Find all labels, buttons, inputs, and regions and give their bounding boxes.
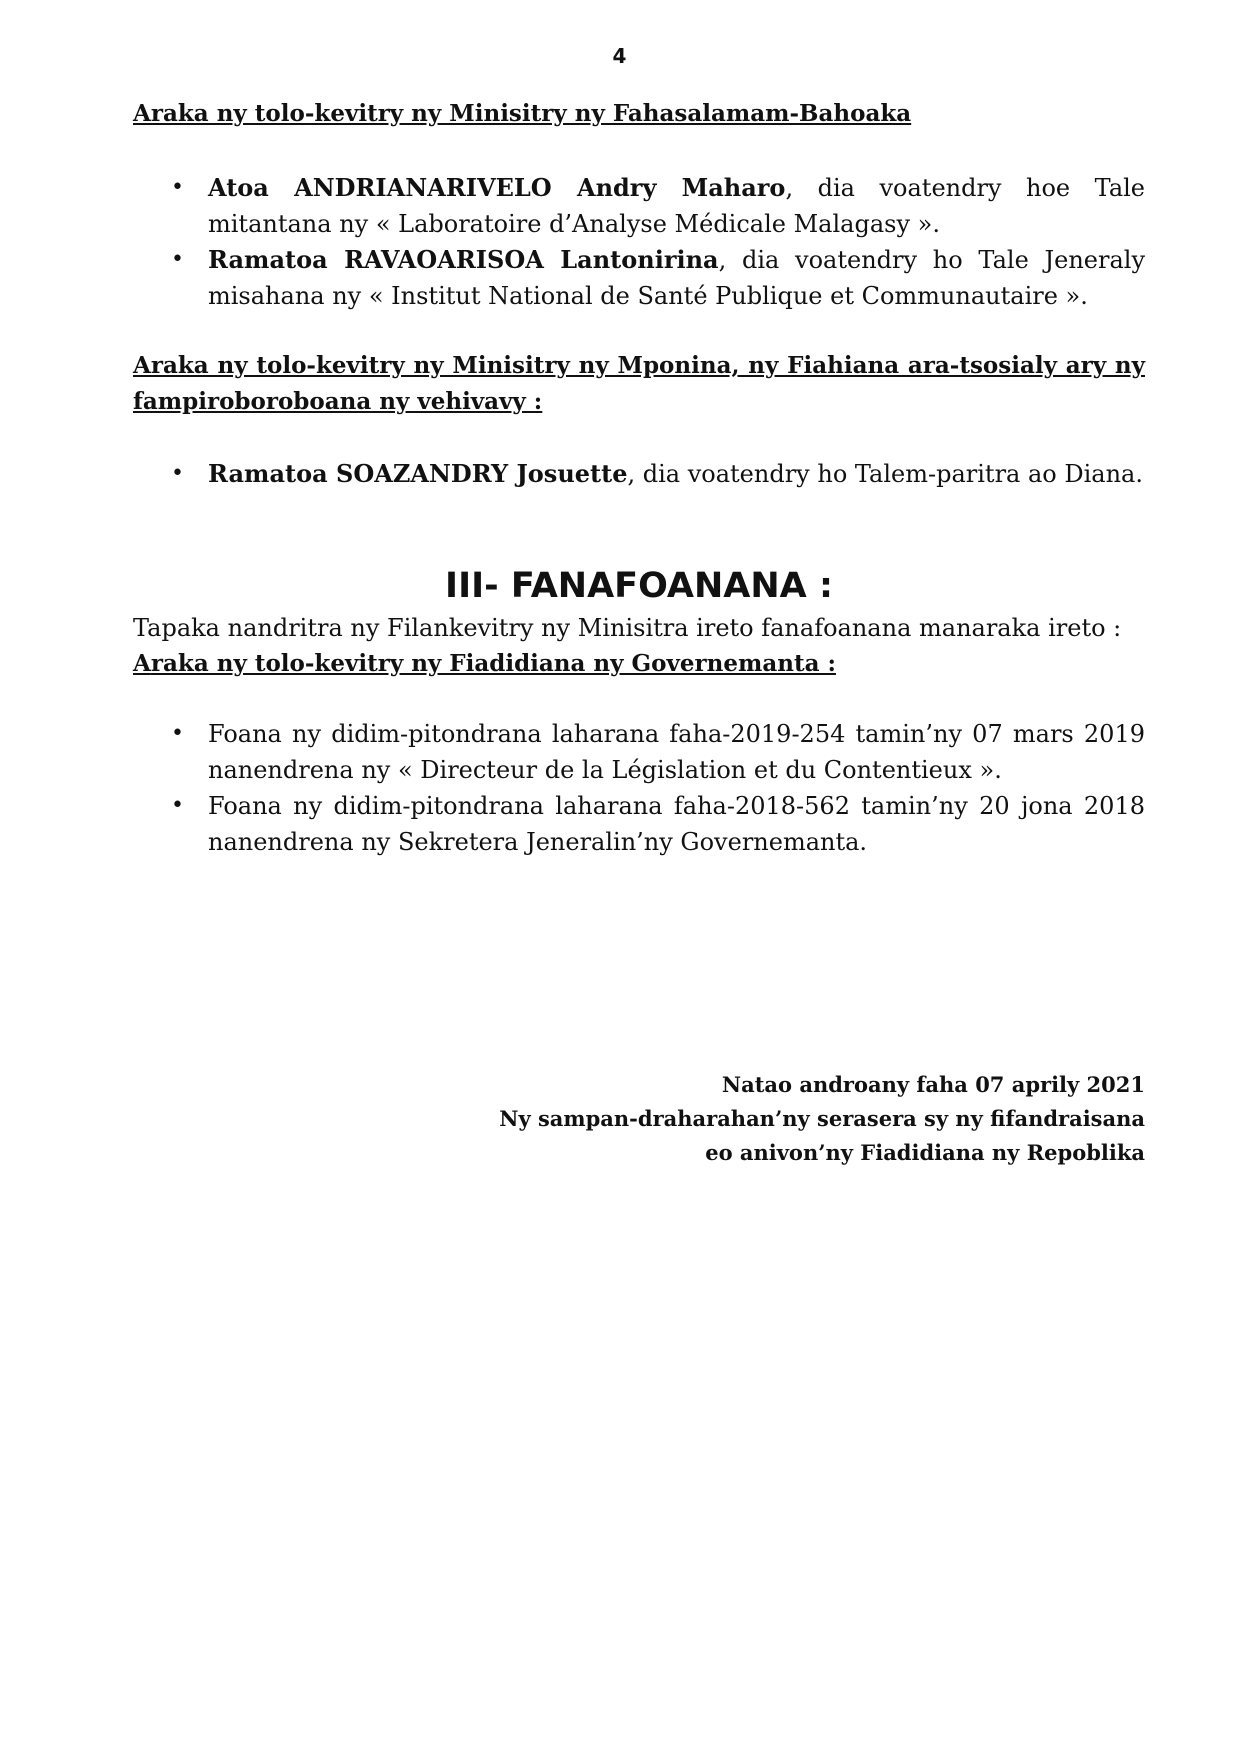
bullet-dot-icon: • xyxy=(171,175,184,200)
item-text: , dia voatendry ho Talem-paritra ao Diana. xyxy=(627,460,1143,488)
person-name: Ramatoa SOAZANDRY Josuette xyxy=(208,459,628,488)
item-text: Foana ny didim-pitondrana laharana faha-2018-562 tamin’ny 20 jona 2018 nanendrena ny Sekretera Jeneralin’ny Governemanta. xyxy=(208,792,1145,856)
appointment-list-health xyxy=(133,170,1145,314)
list-item xyxy=(133,716,1145,788)
item-text: , dia voatendry hoe Tale mitantana ny « Laboratoire d’Analyse Médicale Malagasy ». xyxy=(208,174,1146,238)
section-heading-health: Araka ny tolo-kevitry ny Minisitry ny Fahasalamam-Bahoaka xyxy=(133,100,912,127)
signature-presidency: eo anivon’ny Fiadidiana ny Repoblika xyxy=(705,1140,1145,1165)
signature-date: Natao androany faha 07 aprily 2021 xyxy=(721,1072,1145,1097)
bullet-dot-icon: • xyxy=(171,461,184,486)
list-item xyxy=(133,788,1145,860)
section-heading-government xyxy=(133,646,1145,682)
heading-prefix: A xyxy=(133,650,151,677)
list-item xyxy=(133,456,1145,492)
person-name: Ramatoa RAVAOARISOA Lantonirina xyxy=(208,245,719,274)
appointment-list-population xyxy=(133,456,1145,492)
section-intro: Tapaka nandritra ny Filankevitry ny Minisitra ireto fanafoanana manaraka ireto : xyxy=(133,614,1122,642)
item-text: , dia voatendry ho Tale Jeneraly misahana ny « Institut National de Santé Publique et Communautaire ». xyxy=(208,246,1145,310)
repeal-list xyxy=(133,716,1145,860)
person-name: Atoa ANDRIANARIVELO Andry Maharo xyxy=(208,173,786,202)
item-text: Foana ny didim-pitondrana laharana faha-2019-254 tamin’ny 07 mars 2019 nanendrena ny « Directeur de la Législation et du Contentieux ». xyxy=(208,720,1145,784)
section-title-repeals: III- FANAFOANANA : xyxy=(445,566,833,606)
section-heading-population: Araka ny tolo-kevitry ny Minisitry ny Mponina, ny Fiahiana ara-tsosialy ary ny fampiroboroboana ny vehivavy : xyxy=(133,352,1145,415)
signature-office: Ny sampan-draharahan’ny serasera sy ny fifandraisana xyxy=(499,1106,1145,1131)
heading-rest: raka ny tolo-kevitry ny Fiadidiana ny Governemanta : xyxy=(150,650,836,677)
bullet-dot-icon: • xyxy=(171,793,184,818)
list-item xyxy=(133,170,1145,242)
bullet-dot-icon: • xyxy=(171,721,184,746)
bullet-dot-icon: • xyxy=(171,247,184,272)
signature-block xyxy=(499,1068,1145,1170)
list-item xyxy=(133,242,1145,314)
page-number: 4 xyxy=(612,44,627,68)
document-body xyxy=(133,96,1145,860)
